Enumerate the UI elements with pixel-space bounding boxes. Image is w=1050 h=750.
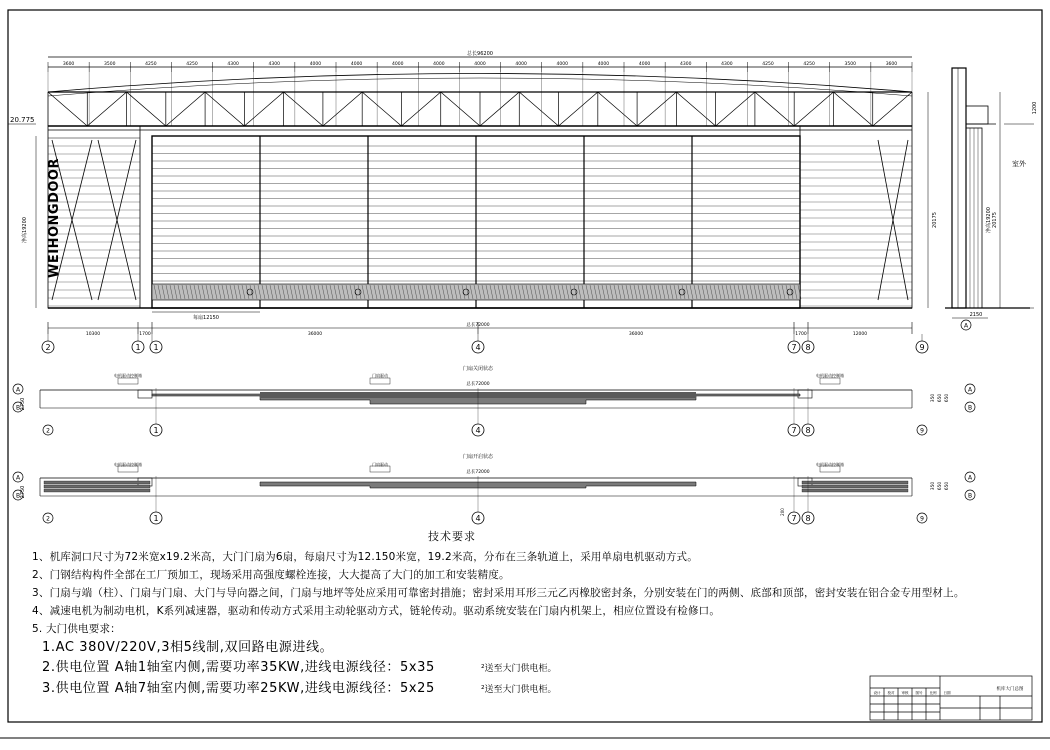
power-text: 2.供电位置 A轴1轴室内侧,需要功率35KW,进线电源线径：5x35 [42,660,435,675]
side-base-dim: 2150 [969,312,983,318]
plan-closed-left-tag: 电机驱动控制箱 [114,373,142,378]
title-block [870,676,1032,720]
plan-axis-label: 8 [805,426,811,435]
plan-side-dim: 650 [945,481,950,491]
top-dim-text: 3500 [103,62,116,67]
axis-label: 8 [805,343,811,352]
power-item-2 [32,658,892,679]
title-block-cell: 比例 [929,691,937,695]
plan-open-dim: 总长72000 [466,470,490,475]
axis-label: 7 [791,343,797,352]
right-wall-lines [800,146,912,306]
title-block-cell: 日期 [943,691,951,695]
title-block-cell: 校对 [887,691,895,695]
top-dim-text: 4300 [268,62,281,67]
power-text: 1.AC 380V/220V,3相5线制,双回路电源进线。 [42,640,334,655]
side-top-dim: 1200 [1032,101,1038,115]
plan-left-axis: A [15,474,21,482]
bottom-dim-text: 总长72000 [466,323,490,328]
top-dim-text: 4000 [515,62,527,67]
plan-right-axis: 9 [920,515,924,523]
bottom-dim-text: 36000 [307,332,323,337]
plan-axis-label: 1 [153,514,159,523]
plan-axis-label: 1 [153,426,159,435]
note-item-2: 2、门钢结构构件全部在工厂预加工，现场采用高强度螺栓连接，大大提高了大门的加工和安装精度。 [32,569,510,581]
plan-right-axis: B [967,492,973,500]
bottom-dim-text: 1700 [795,332,807,337]
top-dim-text: 4300 [227,62,239,67]
plan-open-left-dim: 2750 [20,485,26,499]
plan-left-axis: B [15,404,21,412]
plan-axis-label: 7 [791,514,797,523]
plan-closed-right-tag: 电机驱动控制箱 [816,373,844,378]
plan-closed-left-dim: 2750 [20,397,26,411]
plan-axis-label: 7 [791,426,797,435]
axis-label: 4 [475,343,481,352]
top-dim-text: 4000 [474,62,486,67]
plan-open-center-tag: 门扇驱动 [372,462,388,467]
plan-closed-dim: 总长72000 [466,382,490,387]
left-level-text: 20.775 [10,116,35,124]
plan-axis-label: 4 [475,426,481,435]
plan-side-dim: 650 [945,393,950,403]
plan-side-dim: 650 [938,481,943,491]
plan-open-right-tag: 电机驱动控制箱 [816,462,844,467]
door-panels [152,136,801,308]
top-dim-text: 4250 [145,62,157,67]
top-dim-text: 4000 [309,62,322,67]
side-section [945,68,1034,330]
plan-right-axis: 9 [920,427,924,435]
axis-label: 9 [919,343,925,352]
top-dim-text: 4250 [803,62,815,67]
top-dim-text: 3600 [885,62,898,67]
bottom-dim-texts [86,321,867,337]
top-dim-text: 4000 [433,62,445,67]
plan-right-axis: A [967,474,973,482]
plan-closed [13,378,975,436]
plan-left-axis: 2 [46,515,50,523]
top-dim-text: 4300 [721,62,733,67]
plan-axis-label: 8 [805,514,811,523]
plan-left-axis: A [15,386,21,394]
plan-side-dim: 350 [931,393,936,403]
plan-left-axis: 2 [46,427,50,435]
top-dim-text: 4250 [186,62,198,67]
axis-label: 2 [45,343,51,352]
top-dim-text: 4000 [391,62,404,67]
notes-title: 技术要求 [428,530,476,543]
power-item-3 [32,679,892,700]
top-dim-text: 4000 [597,62,610,67]
power-item-1 [32,638,892,658]
top-dim-text: 4000 [350,62,363,67]
panel-width-text: 每扇12150 [193,315,219,321]
plan-open [13,466,975,524]
top-dim-text: 4000 [638,62,651,67]
plan-right-axis: B [967,404,973,412]
top-dim-text: 4250 [762,62,774,67]
bottom-dim-text: 36000 [628,332,644,337]
bottom-dim-text: 12000 [852,332,868,337]
bottom-dim-text: 1700 [139,332,151,337]
plan-open-bottom-dim: 200 [780,508,785,516]
roof-truss [48,92,912,126]
bottom-dim-text: 10300 [85,332,101,337]
plan-left-axis: B [15,492,21,500]
plan-closed-title: 门扇关闭状态 [462,366,494,372]
note-item-1: 1、机库洞口尺寸为72米宽x19.2米高，大门门扇为6扇，每扇尺寸为12.150米宽，19.2米高，分布在三条轨道上，采用单扇电机驱动方式。 [32,551,698,563]
side-net-height: 净高19200 [986,207,992,233]
plan-axis-label: 4 [475,514,481,523]
right-height-text: 20175 [932,212,938,228]
note-item-5: 5. 大门供电要求： [32,623,121,635]
note-item-3: 3、门扇与端（柱）、门扇与门扇、大门与导向器之间，门扇与地坪等处应采用可靠密封措施；密封采用耳形三元乙丙橡胶密封条，分别安装在门的两侧、底部和顶部，密封安装在铝合金专用型材上。 [32,587,965,599]
side-axis: A [963,322,969,330]
axis-label: 1 [153,343,159,352]
plan-open-left-tag: 电机驱动控制箱 [114,462,142,467]
axis-label: 1 [135,343,141,352]
power-note: ²送至大门供电柜。 [480,685,557,695]
title-block-cell: 图号 [915,691,923,695]
axis-bubbles [42,341,928,353]
front-elevation [36,50,928,346]
plan-right-axis: A [967,386,973,394]
left-height-text: 净高19200 [22,217,28,243]
power-text: 3.供电位置 A轴7轴室内侧,需要功率25KW,进线电源线径：5x25 [42,681,435,696]
plan-side-dim: 350 [931,481,936,491]
top-dim-text: 4300 [679,62,692,67]
drawing-name: 机库大门总图 [996,687,1024,692]
title-block-cell: 审核 [901,691,909,695]
note-item-4: 4、减速电机为制动电机，K系列减速器，驱动和传动方式采用主动轮驱动方式，链轮传动。驱动系统安装在门扇内机架上，相应位置设有检修口。 [32,605,721,617]
title-block-cell: 设计 [873,691,881,695]
plan-closed-center-tag: 门扇驱动 [372,373,388,378]
side-height: 20175 [992,212,998,228]
power-note: ²送至大门供电柜。 [480,664,557,674]
top-dim-text: 3500 [844,62,857,67]
overall-dim-text: 总长96200 [467,51,493,57]
plan-side-dim: 650 [938,393,943,403]
plan-open-title: 门扇开启状态 [462,454,494,460]
side-label: 室外 [1012,160,1026,168]
top-dim-text: 4000 [556,62,569,67]
top-dim-text: 3600 [62,62,75,67]
wall-logo: WEIHONGDOOR [47,158,62,278]
